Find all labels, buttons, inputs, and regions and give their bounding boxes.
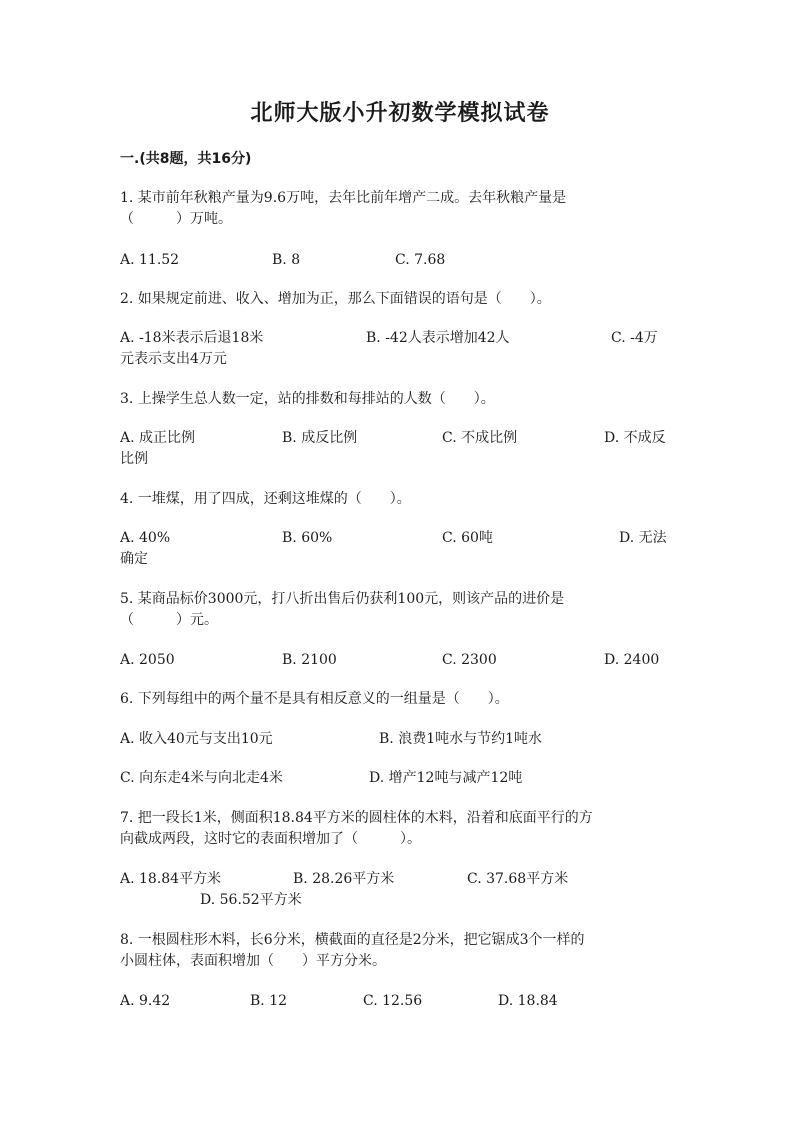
option-a: A. 9.42 — [120, 993, 171, 1009]
option-wrap: 元表示支出4万元 — [120, 351, 227, 367]
question-text: 1. 某市前年秋粮产量为9.6万吨，去年比前年增产二成。去年秋粮产量是 — [120, 190, 567, 206]
question-4 — [120, 489, 680, 510]
option-c: C. 60吨 — [442, 530, 493, 546]
question-text: 3. 上操学生总人数一定，站的排数和每排站的人数（ ）。 — [120, 391, 495, 407]
question-text: 6. 下列每组中的两个量不是具有相反意义的一组量是（ ）。 — [120, 691, 509, 707]
option-d: D. 18.84 — [498, 993, 558, 1009]
option-b: B. 12 — [250, 993, 288, 1009]
question-2 — [120, 289, 680, 310]
question-text: 5. 某商品标价3000元，打八折出售后仍获利100元，则该产品的进价是 — [120, 591, 565, 607]
question-text: 8. 一根圆柱形木料，长6分米，横截面的直径是2分米，把它锯成3个一样的 — [120, 932, 585, 948]
option-b: B. 8 — [272, 252, 301, 268]
page-title: 北师大版小升初数学模拟试卷 — [250, 101, 550, 126]
question-7 — [120, 808, 680, 850]
option-b: B. 2100 — [282, 652, 337, 668]
option-wrap: 比例 — [120, 451, 148, 467]
option-d: D. 无法 — [619, 530, 667, 546]
question-1 — [120, 188, 680, 230]
option-a: A. 18.84平方米 — [120, 871, 222, 887]
option-a: A. 收入40元与支出10元 — [120, 731, 273, 747]
question-text: （ ）元。 — [120, 612, 218, 628]
question-6 — [120, 689, 680, 710]
option-b: B. -42人表示增加42人 — [366, 330, 510, 346]
option-c: C. 向东走4米与向北走4米 — [120, 770, 283, 786]
option-c: C. 不成比例 — [442, 430, 518, 446]
question-text: 4. 一堆煤，用了四成，还剩这堆煤的（ ）。 — [120, 491, 411, 507]
question-text: 小圆柱体，表面积增加（ ）平方分米。 — [120, 953, 386, 969]
option-a: A. 成正比例 — [120, 430, 196, 446]
option-c: C. -4万 — [611, 330, 658, 346]
question-text: 7. 把一段长1米，侧面积18.84平方米的圆柱体的木料，沿着和底面平行的方 — [120, 810, 593, 826]
question-8 — [120, 930, 680, 972]
option-b: B. 浪费1吨水与节约1吨水 — [379, 731, 543, 747]
option-d: D. 增产12吨与减产12吨 — [369, 770, 523, 786]
option-a: A. 2050 — [120, 652, 175, 668]
question-text: 向截成两段，这时它的表面积增加了（ ）。 — [120, 831, 421, 847]
option-d: D. 2400 — [604, 652, 660, 668]
option-c: C. 12.56 — [363, 993, 423, 1009]
question-5 — [120, 589, 680, 631]
option-c: C. 7.68 — [395, 252, 446, 268]
option-a: A. 40% — [120, 530, 171, 546]
option-wrap: 确定 — [120, 551, 148, 567]
question-text: 2. 如果规定前进、收入、增加为正，那么下面错误的语句是（ ）。 — [120, 291, 551, 307]
option-b: B. 28.26平方米 — [293, 871, 395, 887]
question-text: （ ）万吨。 — [120, 211, 232, 227]
section-heading: 一.(共8题，共16分) — [120, 151, 252, 167]
option-c: C. 37.68平方米 — [467, 871, 569, 887]
option-d: D. 56.52平方米 — [200, 892, 302, 908]
option-a: A. -18米表示后退18米 — [120, 330, 264, 346]
option-c: C. 2300 — [442, 652, 497, 668]
option-b: B. 60% — [282, 530, 333, 546]
option-d: D. 不成反 — [604, 430, 666, 446]
question-3 — [120, 389, 680, 410]
option-b: B. 成反比例 — [282, 430, 358, 446]
option-a: A. 11.52 — [120, 252, 180, 268]
